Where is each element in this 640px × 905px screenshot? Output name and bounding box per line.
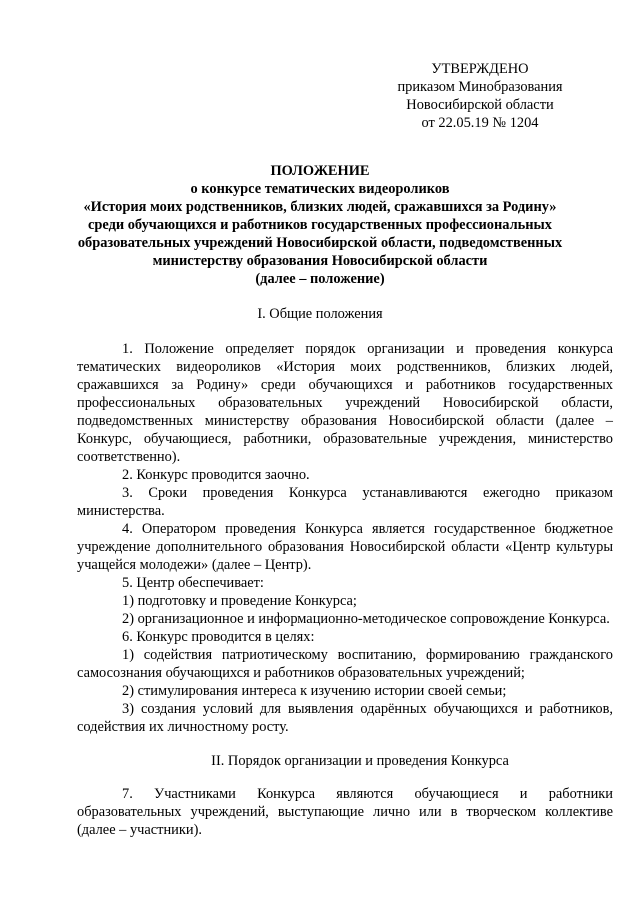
approval-line-4: от 22.05.19 № 1204 (421, 115, 539, 131)
paragraph: 6. Конкурс проводится в целях: (122, 629, 315, 645)
title-line-4: среди обучающихся и работников государственных профессиональных (87, 217, 552, 233)
title-line-5: образовательных учреждений Новосибирской области, подведомственных (77, 235, 563, 251)
document-title (60, 162, 580, 288)
paragraph: 3) создания условий для выявления одарённых обучающихся и работников, содействия их личностному росту. (77, 701, 613, 735)
paragraph: 1) подготовку и проведение Конкурса; (122, 593, 357, 609)
approval-line-3: Новосибирской области (406, 97, 554, 113)
title-line-2: о конкурсе тематических видеороликов (190, 181, 450, 197)
title-line-3: «История моих родственников, близких людей, сражавшихся за Родину» (83, 199, 557, 215)
approval-stamp (380, 60, 580, 132)
paragraph: 1) содействия патриотическому воспитанию, формированию гражданского самосознания обучающихся и работников образовательных учреждений; (77, 647, 613, 681)
approval-line-2: приказом Минобразования (397, 79, 563, 95)
paragraph: 4. Оператором проведения Конкурса является государственное бюджетное учреждение дополнительного образования Новосибирской области «Центр культуры учащейся молодежи» (далее – Центр). (77, 521, 613, 573)
title-line-6: министерству образования Новосибирской области (152, 253, 488, 269)
approval-line-1: УТВЕРЖДЕНО (431, 61, 529, 77)
section-body-general (77, 340, 613, 736)
section-body-procedure (77, 785, 613, 839)
title-line-7: (далее – положение) (255, 271, 385, 287)
section-heading-general: I. Общие положения (257, 306, 383, 322)
paragraph: 7. Участниками Конкурса являются обучающиеся и работники образовательных учреждений, выступающие лично или в творческом коллективе (далее – участники). (77, 786, 613, 838)
paragraph: 5. Центр обеспечивает: (122, 575, 264, 591)
title-line-1: ПОЛОЖЕНИЕ (270, 163, 370, 179)
paragraph: 2) организационное и информационно-методическое сопровождение Конкурса. (122, 611, 610, 627)
section-heading-procedure: II. Порядок организации и проведения Конкурса (211, 753, 509, 769)
paragraph: 2) стимулирования интереса к изучению истории своей семьи; (122, 683, 507, 699)
paragraph: 1. Положение определяет порядок организации и проведения конкурса тематических видеороликов «История моих родственников, близких людей, сражавшихся за Родину» среди обучающихся и работников государственных профессиональных образовательных учреждений Новосибирской области, подведомственных министерству образования Новосибирской области (далее – Конкурс, обучающиеся, работники, образовательные учреждения, министерство соответственно). (77, 341, 613, 465)
paragraph: 2. Конкурс проводится заочно. (122, 467, 310, 483)
paragraph: 3. Сроки проведения Конкурса устанавливаются ежегодно приказом министерства. (77, 485, 613, 519)
